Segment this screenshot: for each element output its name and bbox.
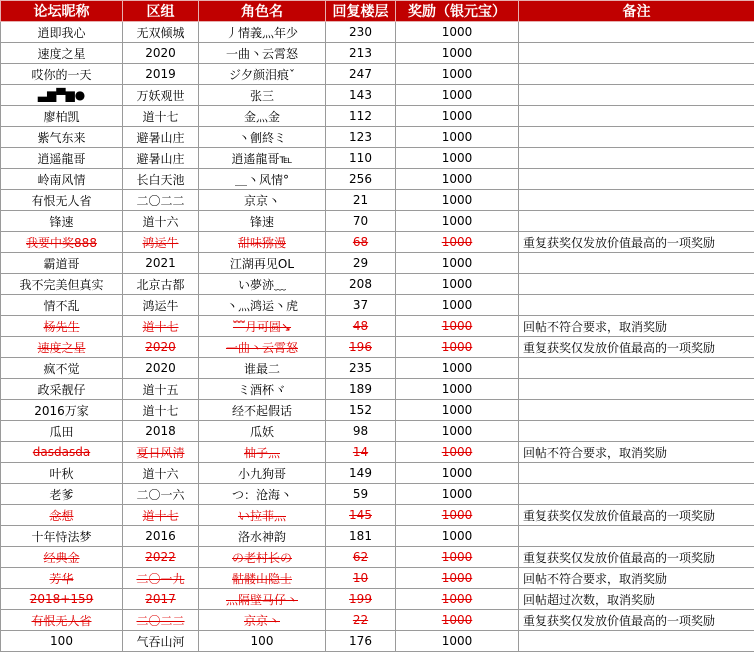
cell-group: 鸿运牛	[123, 295, 199, 316]
cell-reward: 1000	[396, 505, 519, 526]
table-row	[1, 232, 754, 253]
cell-nickname: 100	[1, 631, 123, 652]
cell-group: 2017	[123, 589, 199, 610]
cell-role: い拉菲灬	[199, 505, 326, 526]
cell-group: 二〇一六	[123, 484, 199, 505]
cell-reward: 1000	[396, 547, 519, 568]
cell-floor: 208	[326, 274, 396, 295]
table-row	[1, 526, 754, 547]
cell-nickname: 速度之星	[1, 337, 123, 358]
cell-role: 张三	[199, 85, 326, 106]
cell-nickname: 十年恃法梦	[1, 526, 123, 547]
cell-nickname: 有恨无人省	[1, 190, 123, 211]
table-body	[1, 22, 754, 652]
cell-group: 道十六	[123, 463, 199, 484]
cell-group: 2022	[123, 547, 199, 568]
cell-reward: 1000	[396, 337, 519, 358]
cell-note: 回帖不符合要求，取消奖励	[519, 316, 754, 337]
cell-reward: 1000	[396, 127, 519, 148]
cell-floor: 48	[326, 316, 396, 337]
cell-floor: 59	[326, 484, 396, 505]
cell-reward: 1000	[396, 64, 519, 85]
cell-note: 回帖不符合要求，取消奖励	[519, 442, 754, 463]
table-row	[1, 610, 754, 631]
cell-group: 长白天池	[123, 169, 199, 190]
cell-role: ジ夕颜泪痕ˇ	[199, 64, 326, 85]
cell-reward: 1000	[396, 316, 519, 337]
table-row	[1, 547, 754, 568]
cell-reward: 1000	[396, 589, 519, 610]
cell-note	[519, 148, 754, 169]
cell-role: 丶劊終ミ	[199, 127, 326, 148]
cell-group: 无双倾城	[123, 22, 199, 43]
cell-floor: 143	[326, 85, 396, 106]
cell-role: 江湖再见OL	[199, 253, 326, 274]
cell-floor: 235	[326, 358, 396, 379]
cell-group: 2019	[123, 64, 199, 85]
cell-note	[519, 463, 754, 484]
table-row	[1, 211, 754, 232]
cell-role: 甜味猕漫	[199, 232, 326, 253]
cell-note: 重复获奖仅发放价值最高的一项奖励	[519, 505, 754, 526]
cell-role: 京京丶	[199, 190, 326, 211]
table-row	[1, 43, 754, 64]
cell-floor: 21	[326, 190, 396, 211]
cell-role: 灬隔壁马仔丶	[199, 589, 326, 610]
table-row	[1, 568, 754, 589]
table-row	[1, 106, 754, 127]
cell-nickname: 哎你的一天	[1, 64, 123, 85]
table-row	[1, 169, 754, 190]
cell-nickname: 廖柏凯	[1, 106, 123, 127]
cell-group: 2020	[123, 337, 199, 358]
cell-role: 京京丶	[199, 610, 326, 631]
cell-note	[519, 64, 754, 85]
cell-floor: 247	[326, 64, 396, 85]
table-row	[1, 421, 754, 442]
cell-nickname: 有恨无人省	[1, 610, 123, 631]
cell-role: 小九狗哥	[199, 463, 326, 484]
table-row	[1, 379, 754, 400]
table-row	[1, 64, 754, 85]
cell-nickname: 念想	[1, 505, 123, 526]
cell-nickname: 老爹	[1, 484, 123, 505]
cell-nickname: 叶秋	[1, 463, 123, 484]
cell-reward: 1000	[396, 610, 519, 631]
table-row	[1, 190, 754, 211]
cell-nickname: 瓜田	[1, 421, 123, 442]
cell-reward: 1000	[396, 526, 519, 547]
table-row	[1, 148, 754, 169]
cell-floor: 145	[326, 505, 396, 526]
cell-note: 重复获奖仅发放价值最高的一项奖励	[519, 337, 754, 358]
table-row	[1, 295, 754, 316]
cell-reward: 1000	[396, 484, 519, 505]
cell-group: 气吞山河	[123, 631, 199, 652]
table-row	[1, 589, 754, 610]
cell-note	[519, 22, 754, 43]
cell-note	[519, 211, 754, 232]
header-floor: 回复楼层	[326, 1, 396, 22]
header-group: 区组	[123, 1, 199, 22]
cell-note: 回帖超过次数，取消奖励	[519, 589, 754, 610]
cell-note: 重复获奖仅发放价值最高的一项奖励	[519, 232, 754, 253]
cell-nickname: 霸道哥	[1, 253, 123, 274]
header-role: 角色名	[199, 1, 326, 22]
cell-floor: 213	[326, 43, 396, 64]
cell-role: 一曲丶云霄怒	[199, 43, 326, 64]
cell-reward: 1000	[396, 421, 519, 442]
cell-group: 夏日风清	[123, 442, 199, 463]
cell-nickname: 锋速	[1, 211, 123, 232]
table-row	[1, 316, 754, 337]
cell-note	[519, 43, 754, 64]
cell-group: 鸿运牛	[123, 232, 199, 253]
cell-group: 道十五	[123, 379, 199, 400]
cell-nickname: 情不乱	[1, 295, 123, 316]
cell-reward: 1000	[396, 22, 519, 43]
cell-role: 柚子灬	[199, 442, 326, 463]
header-row	[1, 1, 754, 22]
cell-note	[519, 526, 754, 547]
header-reward: 奖励（银元宝）	[396, 1, 519, 22]
cell-floor: 29	[326, 253, 396, 274]
table-row	[1, 505, 754, 526]
cell-floor: 70	[326, 211, 396, 232]
cell-reward: 1000	[396, 274, 519, 295]
cell-group: 2016	[123, 526, 199, 547]
cell-group: 2020	[123, 43, 199, 64]
cell-role: ミ酒杯ヾ	[199, 379, 326, 400]
cell-nickname: 岭南风情	[1, 169, 123, 190]
cell-reward: 1000	[396, 358, 519, 379]
table-row	[1, 253, 754, 274]
cell-reward: 1000	[396, 295, 519, 316]
cell-role: ﹌月可圆↘	[199, 316, 326, 337]
cell-group: 避暑山庄	[123, 127, 199, 148]
cell-role: つ：沧海丶	[199, 484, 326, 505]
cell-role: 骷髅山隐士	[199, 568, 326, 589]
cell-group: 北京古都	[123, 274, 199, 295]
cell-role: 一曲丶云霄怒	[199, 337, 326, 358]
cell-group: 避暑山庄	[123, 148, 199, 169]
cell-note	[519, 169, 754, 190]
cell-note	[519, 253, 754, 274]
cell-floor: 199	[326, 589, 396, 610]
cell-floor: 176	[326, 631, 396, 652]
cell-nickname: 经典金	[1, 547, 123, 568]
table-row	[1, 442, 754, 463]
cell-role: ＿丶风情°	[199, 169, 326, 190]
cell-role: 经不起假话	[199, 400, 326, 421]
cell-reward: 1000	[396, 568, 519, 589]
cell-note	[519, 631, 754, 652]
cell-nickname: 2016万家	[1, 400, 123, 421]
cell-group: 道十七	[123, 505, 199, 526]
table-row	[1, 463, 754, 484]
cell-group: 二〇二二	[123, 190, 199, 211]
cell-nickname: 紫气东来	[1, 127, 123, 148]
cell-group: 2021	[123, 253, 199, 274]
cell-role: 丿情義灬年少	[199, 22, 326, 43]
cell-note	[519, 484, 754, 505]
cell-reward: 1000	[396, 148, 519, 169]
cell-group: 道十七	[123, 316, 199, 337]
table-row	[1, 484, 754, 505]
cell-note	[519, 274, 754, 295]
table-row	[1, 127, 754, 148]
cell-role: い夢洂﹏	[199, 274, 326, 295]
cell-floor: 152	[326, 400, 396, 421]
cell-note	[519, 127, 754, 148]
cell-reward: 1000	[396, 211, 519, 232]
cell-note	[519, 421, 754, 442]
table-row	[1, 337, 754, 358]
cell-floor: 37	[326, 295, 396, 316]
cell-nickname: dasdasda	[1, 442, 123, 463]
cell-floor: 196	[326, 337, 396, 358]
cell-reward: 1000	[396, 85, 519, 106]
cell-group: 道十六	[123, 211, 199, 232]
cell-role: 瓜妖	[199, 421, 326, 442]
cell-nickname: 芳华	[1, 568, 123, 589]
cell-note: 回帖不符合要求，取消奖励	[519, 568, 754, 589]
cell-nickname: 2018+159	[1, 589, 123, 610]
cell-floor: 22	[326, 610, 396, 631]
cell-nickname: ▃▆▀▆●	[1, 85, 123, 106]
cell-floor: 149	[326, 463, 396, 484]
cell-note	[519, 379, 754, 400]
cell-note: 重复获奖仅发放价值最高的一项奖励	[519, 610, 754, 631]
cell-note	[519, 190, 754, 211]
cell-group: 万妖观世	[123, 85, 199, 106]
cell-floor: 112	[326, 106, 396, 127]
cell-group: 2018	[123, 421, 199, 442]
cell-floor: 14	[326, 442, 396, 463]
cell-floor: 256	[326, 169, 396, 190]
cell-role: 丶灬鸿运丶虎	[199, 295, 326, 316]
table-row	[1, 85, 754, 106]
cell-role: 逍遙龍哥℡	[199, 148, 326, 169]
table-row	[1, 400, 754, 421]
cell-nickname: 逍即我心	[1, 22, 123, 43]
cell-nickname: 速度之星	[1, 43, 123, 64]
table-row	[1, 22, 754, 43]
cell-role: 谁最二	[199, 358, 326, 379]
cell-floor: 123	[326, 127, 396, 148]
cell-role: 洛水神韵	[199, 526, 326, 547]
cell-note	[519, 400, 754, 421]
cell-floor: 110	[326, 148, 396, 169]
cell-floor: 10	[326, 568, 396, 589]
cell-floor: 98	[326, 421, 396, 442]
cell-note	[519, 106, 754, 127]
cell-reward: 1000	[396, 190, 519, 211]
cell-reward: 1000	[396, 463, 519, 484]
table-row	[1, 358, 754, 379]
cell-note	[519, 358, 754, 379]
cell-floor: 230	[326, 22, 396, 43]
table-row	[1, 631, 754, 652]
cell-reward: 1000	[396, 442, 519, 463]
cell-nickname: 杨先生	[1, 316, 123, 337]
cell-nickname: 我不完美但真实	[1, 274, 123, 295]
header-nickname: 论坛昵称	[1, 1, 123, 22]
cell-reward: 1000	[396, 43, 519, 64]
cell-group: 二〇二二	[123, 610, 199, 631]
cell-nickname: 我要中奖888	[1, 232, 123, 253]
cell-group: 二〇一九	[123, 568, 199, 589]
cell-note	[519, 85, 754, 106]
cell-floor: 68	[326, 232, 396, 253]
cell-reward: 1000	[396, 400, 519, 421]
cell-nickname: 政采靓仔	[1, 379, 123, 400]
cell-role: 金灬金	[199, 106, 326, 127]
cell-role: 锋速	[199, 211, 326, 232]
cell-group: 2020	[123, 358, 199, 379]
cell-reward: 1000	[396, 106, 519, 127]
cell-reward: 1000	[396, 232, 519, 253]
table-header	[1, 1, 754, 22]
header-note: 备注	[519, 1, 754, 22]
cell-note: 重复获奖仅发放价值最高的一项奖励	[519, 547, 754, 568]
cell-floor: 189	[326, 379, 396, 400]
cell-nickname: 疯不觉	[1, 358, 123, 379]
cell-reward: 1000	[396, 379, 519, 400]
cell-role: 100	[199, 631, 326, 652]
cell-reward: 1000	[396, 169, 519, 190]
cell-group: 道十七	[123, 400, 199, 421]
table-row	[1, 274, 754, 295]
cell-reward: 1000	[396, 631, 519, 652]
cell-nickname: 逍遥龍哥	[1, 148, 123, 169]
cell-group: 道十七	[123, 106, 199, 127]
cell-floor: 62	[326, 547, 396, 568]
cell-role: の老村长の	[199, 547, 326, 568]
cell-reward: 1000	[396, 253, 519, 274]
cell-note	[519, 295, 754, 316]
cell-floor: 181	[326, 526, 396, 547]
